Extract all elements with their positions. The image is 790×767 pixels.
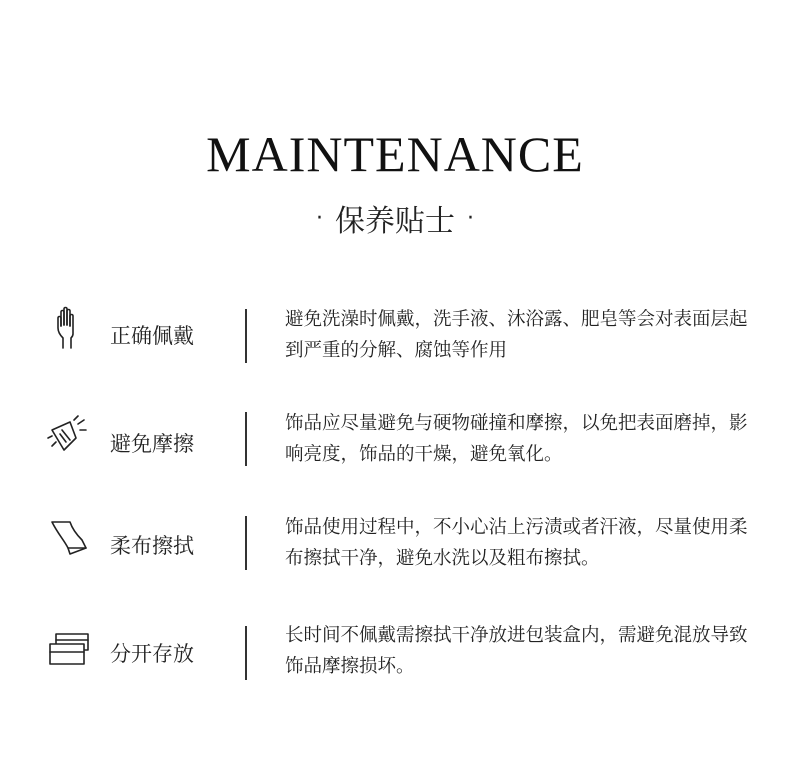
page-title: MAINTENANCE bbox=[206, 126, 584, 182]
tip-item-wipe bbox=[0, 504, 790, 584]
divider bbox=[245, 412, 247, 466]
subtitle-dot-right: · bbox=[467, 205, 474, 231]
tip-label-wear: 正确佩戴 bbox=[110, 324, 194, 348]
hand-icon bbox=[46, 304, 94, 352]
box-icon bbox=[46, 626, 94, 674]
tip-label-store: 分开存放 bbox=[110, 642, 194, 666]
tip-desc-wipe: 饰品使用过程中，不小心沾上污渍或者汗液，尽量使用柔布擦拭干净，避免水洗以及粗布擦拭。 bbox=[285, 517, 748, 569]
tip-desc-wear: 避免洗澡时佩戴，洗手液、沐浴露、肥皂等会对表面层起到严重的分解、腐蚀等作用 bbox=[285, 309, 748, 361]
tip-label-wipe: 柔布擦拭 bbox=[110, 534, 194, 558]
divider bbox=[245, 516, 247, 570]
subtitle-text: 保养贴士 bbox=[335, 204, 455, 239]
tip-label-friction: 避免摩擦 bbox=[110, 432, 194, 456]
page-subtitle bbox=[0, 202, 790, 243]
divider bbox=[245, 626, 247, 680]
cloth-icon bbox=[46, 514, 94, 562]
tip-item-wear bbox=[0, 296, 790, 376]
subtitle-dot-left: · bbox=[316, 205, 323, 231]
tip-item-store bbox=[0, 614, 790, 694]
tip-desc-store: 长时间不佩戴需擦拭干净放进包装盒内，需避免混放导致饰品摩擦损坏。 bbox=[285, 625, 748, 677]
scratch-icon bbox=[46, 412, 94, 460]
divider bbox=[245, 309, 247, 363]
tip-item-friction bbox=[0, 400, 790, 480]
tip-desc-friction: 饰品应尽量避免与硬物碰撞和摩擦，以免把表面磨掉，影响亮度，饰品的干燥，避免氧化。 bbox=[285, 413, 748, 465]
